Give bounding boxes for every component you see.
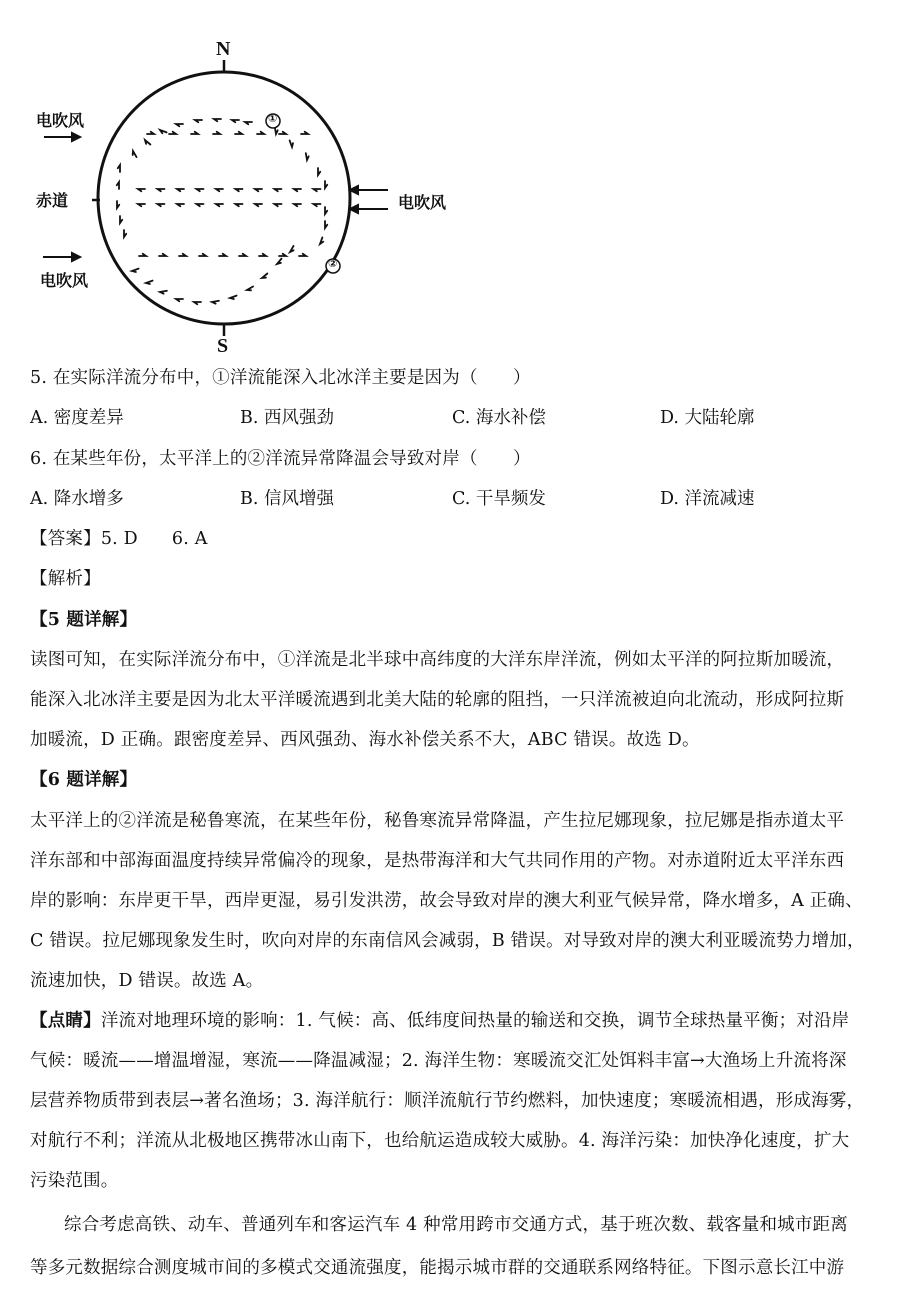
current-arrow-mark <box>325 181 327 188</box>
current-arrow-mark <box>176 299 183 301</box>
detail-5-heading: 【5 题详解】 <box>30 610 138 630</box>
current-arrow-mark <box>299 254 306 256</box>
current-arrow-mark <box>195 120 202 122</box>
q5-option-a: A. 密度差异 <box>30 408 124 428</box>
current-arrow-mark <box>294 204 301 206</box>
answer-q6: 6. A <box>171 529 208 549</box>
current-arrow-mark <box>194 302 201 304</box>
current-arrow-mark <box>197 204 204 206</box>
arrow-right-lower <box>350 205 388 213</box>
tip-line: 气候：暖流——增温增湿，寒流——降温减湿；2. 海洋生物：寒暖流交汇处饵料丰富→大渔场上升流将深 <box>30 1051 847 1071</box>
question-5-stem: 5. 在实际洋流分布中，①洋流能深入北冰洋主要是因为（ ） <box>30 368 531 388</box>
current-arrow-mark <box>158 204 165 206</box>
tip-line: 层营养物质带到表层→著名渔场；3. 海洋航行：顺洋流航行节约燃料，加快速度；寒暖流相遇，形成海雾， <box>30 1091 865 1111</box>
current-1-label: ① <box>268 112 278 125</box>
current-arrow-mark <box>138 204 145 206</box>
current-arrow-mark <box>139 254 146 256</box>
fan-label-right: 电吹风 <box>398 193 447 212</box>
current-arrow-mark <box>290 140 293 147</box>
current-arrow-mark <box>214 119 221 121</box>
fan-label-bottom-left: 电吹风 <box>40 271 89 290</box>
answer-q5: 5. D <box>100 529 138 549</box>
arrow-right-upper <box>350 186 388 194</box>
current-arrow-mark <box>117 182 119 189</box>
current-arrow-marks <box>117 119 328 304</box>
q6-option-c: C. 干旱频发 <box>452 489 546 509</box>
current-arrow-mark <box>138 189 145 191</box>
current-arrow-mark <box>318 168 320 175</box>
globe-svg <box>0 30 460 360</box>
current-arrow-mark <box>236 204 243 206</box>
current-arrow-mark <box>247 287 253 291</box>
detail-6-line: C 错误。拉尼娜现象发生时，吹向对岸的东南信风会减弱，B 错误。对导致对岸的澳大利亚暖流势力增加， <box>30 931 865 951</box>
current-arrow-mark <box>216 189 223 191</box>
current-arrow-mark <box>117 201 119 208</box>
q5-option-b: B. 西风强劲 <box>240 408 334 428</box>
current-arrow-mark <box>213 132 220 134</box>
detail-5-line: 读图可知，在实际洋流分布中，①洋流是北半球中高纬度的大洋东岸洋流，例如太平洋的阿拉斯加暖流， <box>30 650 845 670</box>
current-arrow-mark <box>235 132 242 134</box>
current-arrow-mark <box>279 132 286 134</box>
analysis-label: 【解析】 <box>30 569 101 589</box>
current-arrow-mark <box>306 153 309 160</box>
current-arrow-mark <box>236 189 243 191</box>
globe-circle <box>98 72 350 324</box>
current-arrow-mark <box>294 189 301 191</box>
current-arrow-mark <box>257 132 264 134</box>
current-arrow-mark <box>216 204 223 206</box>
arrow-top-left <box>44 133 80 141</box>
current-arrow-mark <box>275 189 282 191</box>
current-arrow-mark <box>255 204 262 206</box>
current-arrow-mark <box>146 281 153 284</box>
current-arrow-mark <box>124 230 126 237</box>
detail-6-line: 太平洋上的②洋流是秘鲁寒流，在某些年份，秘鲁寒流异常降温，产生拉尼娜现象，拉尼娜是指赤道太平 <box>30 811 845 831</box>
current-arrow-mark <box>259 254 266 256</box>
detail-5-line: 能深入北冰洋主要是因为北太平洋暖流遇到北美大陆的轮廓的阻挡，一只洋流被迫向北流动，形成阿拉斯 <box>30 690 845 710</box>
current-arrow-mark <box>255 189 262 191</box>
current-arrow-mark <box>160 291 167 294</box>
tip-line: 对航行不利；洋流从北极地区携带冰山南下，也给航运造成较大威胁。4. 海洋污染：加快净化速度，扩大 <box>30 1131 850 1151</box>
current-arrow-mark <box>301 132 308 134</box>
answer-label: 【答案】 <box>30 529 101 549</box>
current-arrow-mark <box>314 189 321 191</box>
current-arrow-mark <box>290 246 294 252</box>
detail-6-heading: 【6 题详解】 <box>30 770 138 790</box>
arrow-bottom-left <box>43 253 80 261</box>
current-arrow-mark <box>147 132 154 134</box>
current-arrow-mark <box>262 274 267 278</box>
current-arrow-mark <box>145 140 150 144</box>
question-6-stem: 6. 在某些年份，太平洋上的②洋流异常降温会导致对岸（ ） <box>30 449 531 469</box>
current-arrow-mark <box>197 189 204 191</box>
passage-line: 综合考虑高铁、动车、普通列车和客运汽车 4 种常用跨市交通方式，基于班次数、载客量和城市距离 <box>64 1215 848 1235</box>
current-arrow-mark <box>159 254 166 256</box>
detail-6-line: 洋东部和中部海面温度持续异常偏冷的现象，是热带海洋和大气共同作用的产物。对赤道附近太平洋东西 <box>30 851 845 871</box>
north-label: N <box>216 38 231 60</box>
current-arrow-mark <box>199 254 206 256</box>
fan-label-top-left: 电吹风 <box>36 111 85 130</box>
current-arrow-mark <box>158 189 165 191</box>
current-arrow-mark <box>230 296 237 299</box>
current-arrow-mark <box>133 151 137 157</box>
detail-6-line: 岸的影响：东岸更干旱，西岸更湿，易引发洪涝，故会导致对岸的澳大利亚气候异常，降水增多，A 正确、 <box>30 891 863 911</box>
current-arrow-mark <box>277 259 281 264</box>
tip-line: 洋流对地理环境的影响：1. 气候：高、低纬度间热量的输送和交换，调节全球热量平衡；对沿岸 <box>100 1011 850 1031</box>
current-arrow-mark <box>212 301 219 304</box>
passage-line: 等多元数据综合测度城市间的多模式交通流强度，能揭示城市群的交通联系网络特征。下图示意长江中游 <box>30 1258 845 1278</box>
current-arrow-mark <box>118 165 120 172</box>
q6-option-d: D. 洋流减速 <box>660 489 755 509</box>
current-arrow-mark <box>325 221 327 228</box>
current-arrow-mark <box>160 130 167 133</box>
current-arrow-mark <box>275 204 282 206</box>
current-arrow-mark <box>279 254 286 256</box>
current-arrow-mark <box>239 254 246 256</box>
tip-label: 【点睛】 <box>30 1011 101 1031</box>
current-arrow-mark <box>245 122 252 124</box>
detail-5-line: 加暖流，D 正确。跟密度差异、西风强劲、海水补偿关系不大，ABC 错误。故选 D。 <box>30 730 700 750</box>
current-arrow-mark <box>314 204 321 206</box>
detail-6-line: 流速加快，D 错误。故选 A。 <box>30 971 264 991</box>
current-arrow-mark <box>177 204 184 206</box>
current-arrow-mark <box>169 132 176 134</box>
south-label: S <box>217 335 229 357</box>
equator-label: 赤道 <box>36 191 69 210</box>
tip-line: 污染范围。 <box>30 1171 119 1191</box>
q6-option-a: A. 降水增多 <box>30 489 124 509</box>
ocean-current-diagram <box>0 30 460 360</box>
current-2-label: ② <box>328 257 338 270</box>
tip-line-first <box>30 1010 849 1032</box>
current-arrow-mark <box>177 189 184 191</box>
q5-option-d: D. 大陆轮廓 <box>660 408 755 428</box>
current-arrow-mark <box>179 254 186 256</box>
current-arrow-mark <box>219 254 226 256</box>
current-arrow-mark <box>120 216 122 223</box>
current-arrow-mark <box>325 207 327 214</box>
current-arrow-mark <box>176 124 183 126</box>
current-arrow-mark <box>320 237 323 244</box>
current-arrow-mark <box>191 132 198 134</box>
current-arrow-mark <box>232 120 239 122</box>
answer-line <box>30 528 208 550</box>
q6-option-b: B. 信风增强 <box>240 489 334 509</box>
current-arrow-mark <box>132 269 139 272</box>
q5-option-c: C. 海水补偿 <box>452 408 546 428</box>
